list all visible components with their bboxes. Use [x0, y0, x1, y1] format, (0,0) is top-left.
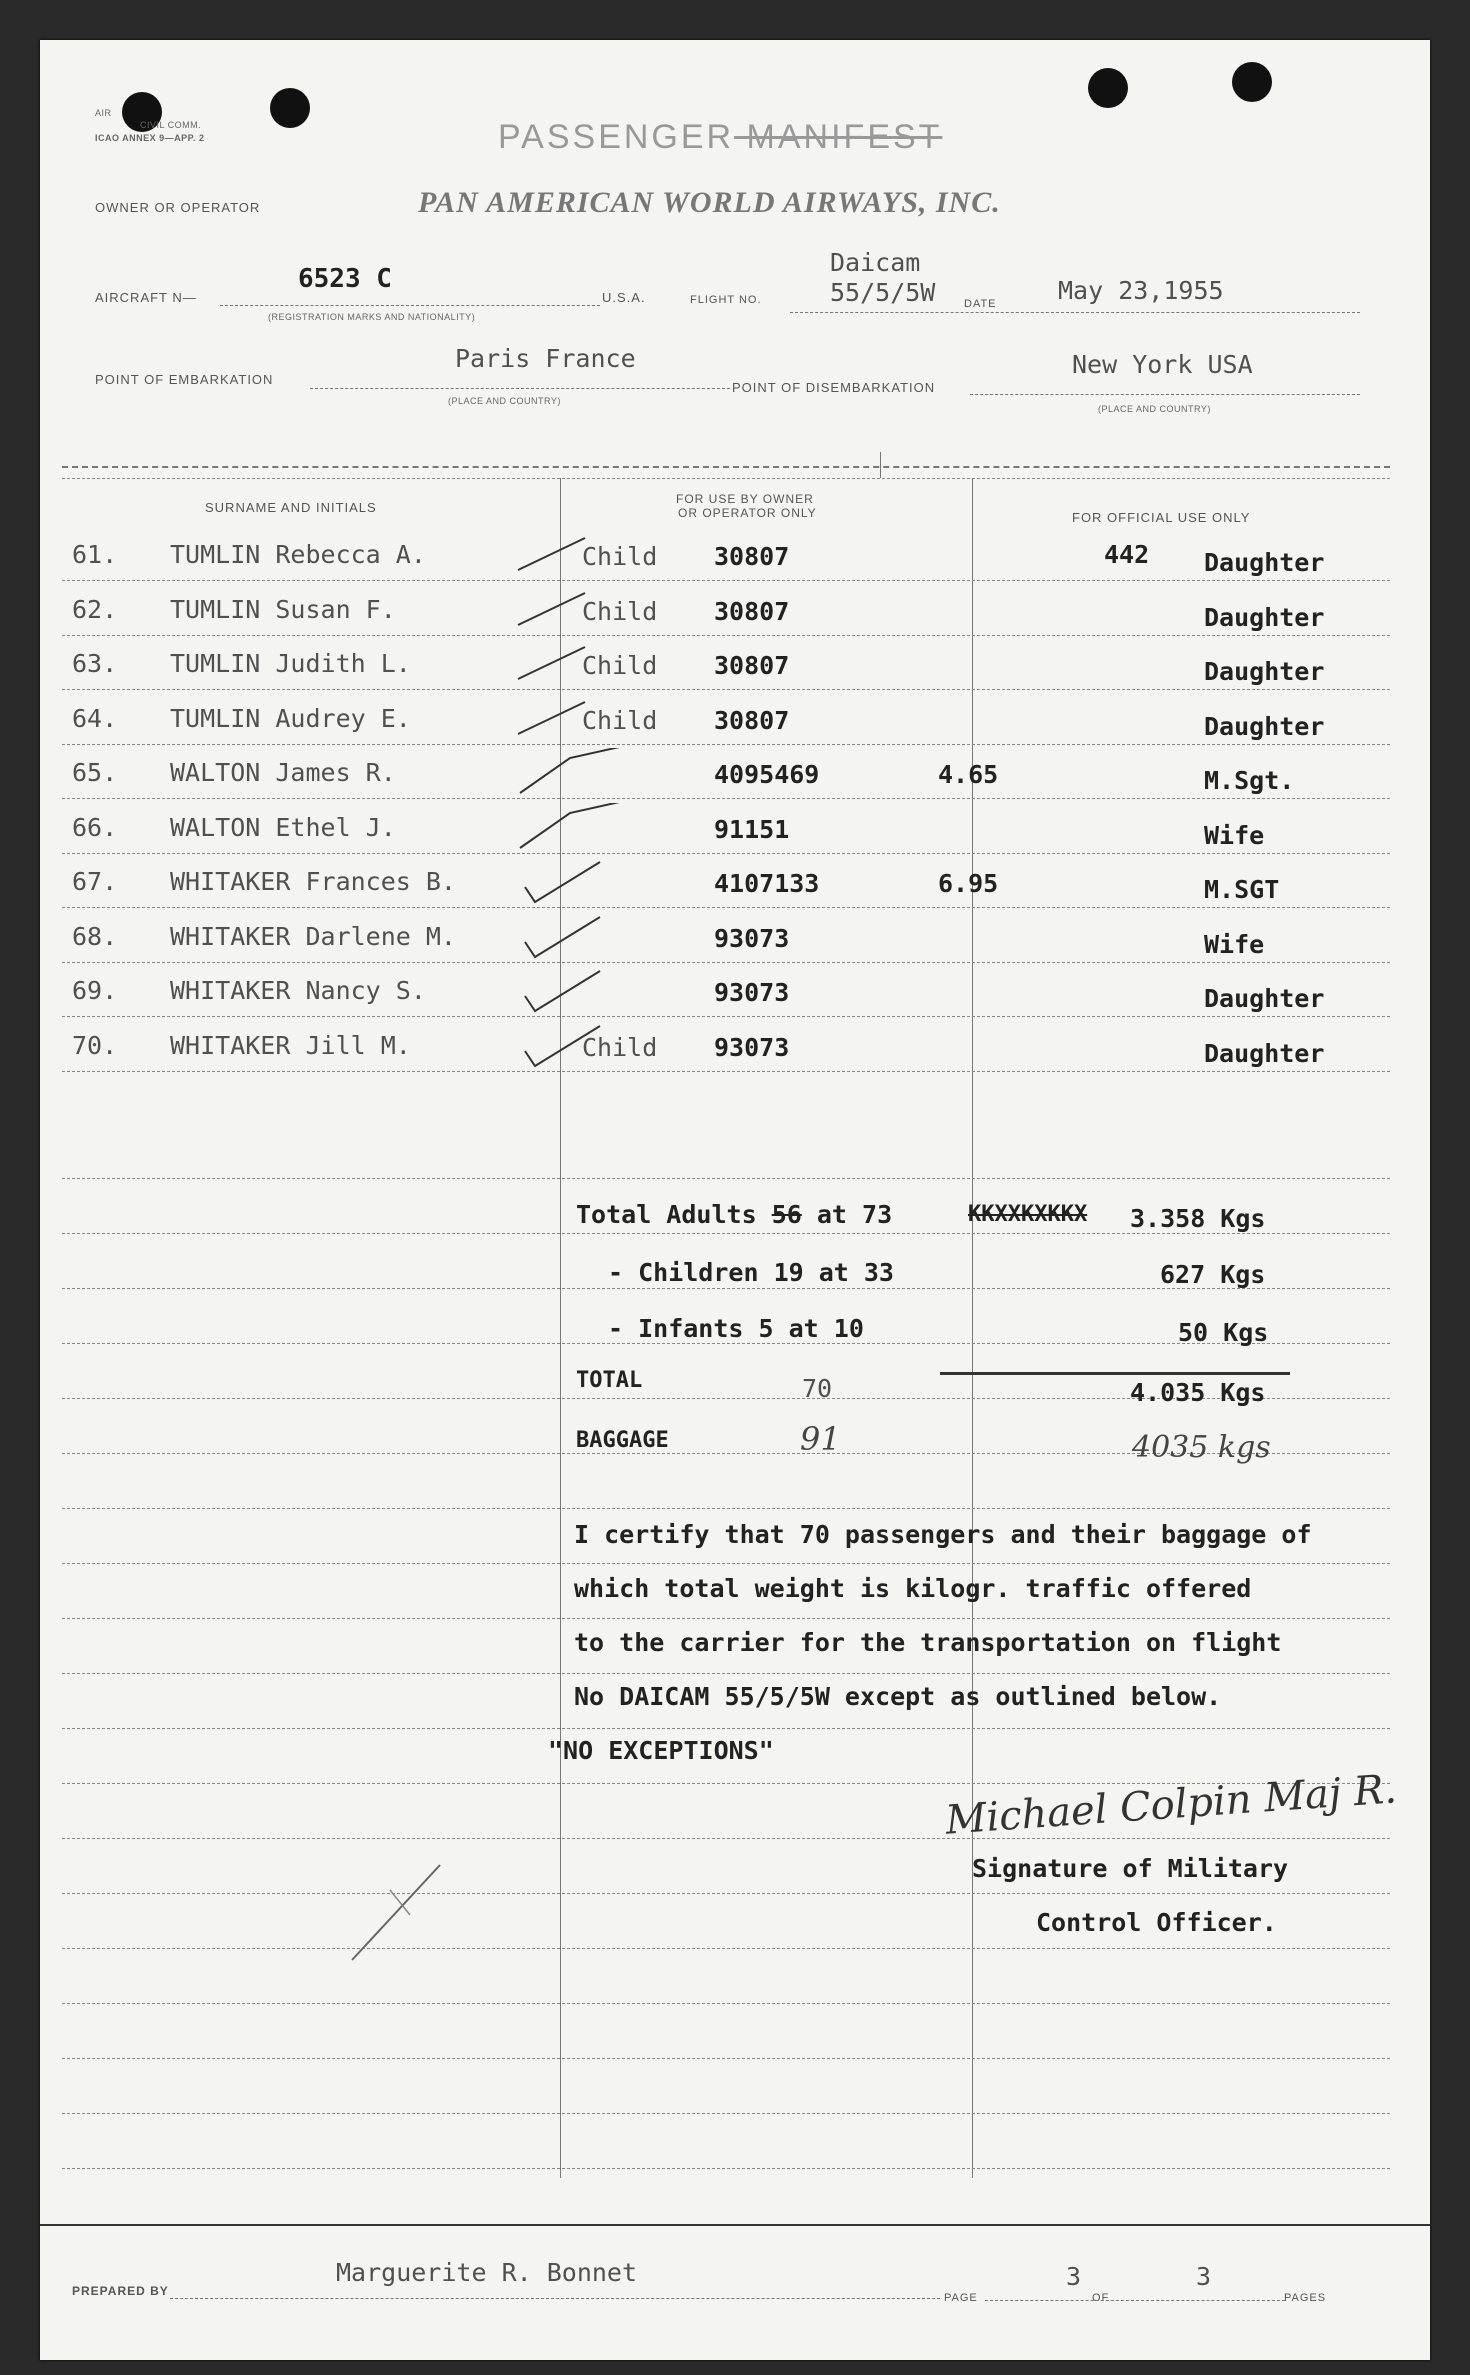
passenger-name: WHITAKER Darlene M.: [170, 921, 456, 951]
check-mark-icon: [510, 530, 630, 590]
col-header-names: SURNAME AND INITIALS: [205, 500, 377, 515]
adults-weight: 3.358 Kgs: [1130, 1204, 1266, 1233]
passenger-amount: 6.95: [938, 869, 999, 898]
embark-value: Paris France: [455, 344, 636, 373]
passenger-relation: Wife: [1204, 929, 1265, 959]
passenger-name: WHITAKER Jill M.: [170, 1030, 411, 1060]
baggage-weight: 4035 kgs: [1132, 1430, 1271, 1465]
check-mark-icon: [510, 1021, 630, 1081]
pages-label: PAGES: [1284, 2292, 1327, 2304]
passenger-name: WHITAKER Frances B.: [170, 867, 456, 896]
check-mark-icon: [510, 912, 630, 972]
passenger-number: 63.: [72, 649, 118, 678]
passenger-number: 68.: [72, 921, 118, 951]
owner-label: OWNER OR OPERATOR: [95, 200, 261, 215]
page-title: PASSENGER MANIFEST: [498, 118, 943, 156]
cert-line: to the carrier for the transportation on flight: [574, 1628, 1282, 1657]
passenger-number: 69.: [72, 976, 118, 1005]
prepared-label: PREPARED BY: [72, 2284, 169, 2298]
pages-value: 3: [1196, 2262, 1212, 2291]
place-caption: (PLACE AND COUNTRY): [448, 396, 561, 406]
disembark-value: New York USA: [1072, 350, 1253, 379]
total-count: 70: [802, 1374, 833, 1403]
passenger-name: TUMLIN Rebecca A.: [170, 540, 426, 569]
check-mark-icon: [510, 694, 630, 754]
cert-line: No DAICAM 55/5/5W except as outlined below.: [574, 1682, 1222, 1711]
col-header-owner: FOR USE BY OWNER: [676, 492, 814, 506]
passenger-number: 70.: [72, 1030, 118, 1060]
passenger-relation: Daughter: [1204, 548, 1325, 577]
passenger-relation: Daughter: [1204, 1038, 1325, 1068]
date-label: DATE: [964, 298, 997, 310]
passenger-type: Child: [582, 542, 658, 571]
of-label: OF: [1092, 2292, 1110, 2304]
cert-line: I certify that 70 passengers and their baggage of: [574, 1520, 1312, 1549]
passenger-id: 93073: [714, 978, 790, 1007]
passenger-relation: M.Sgt.: [1204, 766, 1295, 795]
registration-caption: (REGISTRATION MARKS AND NATIONALITY): [268, 312, 476, 322]
passenger-name: WALTON James R.: [170, 758, 396, 787]
usa-label: U.S.A.: [602, 290, 646, 305]
passenger-type: Child: [582, 705, 658, 735]
prepared-value: Marguerite R. Bonnet: [336, 2258, 638, 2287]
col-header-official: FOR OFFICIAL USE ONLY: [1072, 510, 1251, 525]
passenger-id: 30807: [714, 705, 790, 735]
sig-caption: Signature of Military: [972, 1854, 1289, 1883]
passenger-name: WHITAKER Nancy S.: [170, 976, 426, 1005]
baggage-label: BAGGAGE: [576, 1428, 669, 1453]
flight-value: 55/5/5W: [830, 278, 936, 307]
totals-adults: Total Adults 56 at 73: [576, 1200, 893, 1229]
children-weight: 627 Kgs: [1160, 1260, 1266, 1289]
check-mark-icon: [510, 585, 630, 645]
infants-weight: 50 Kgs: [1178, 1318, 1269, 1347]
passenger-id: 30807: [714, 542, 790, 571]
passenger-id: 93073: [714, 923, 790, 953]
passenger-relation: Daughter: [1204, 711, 1325, 741]
flight-value: Daicam: [830, 248, 921, 277]
embark-label: POINT OF EMBARKATION: [95, 372, 274, 387]
aircraft-label: AIRCRAFT N—: [95, 290, 197, 305]
check-mark-icon: [510, 639, 630, 699]
passenger-relation: Daughter: [1204, 657, 1325, 686]
owner-value: PAN AMERICAN WORLD AIRWAYS, INC.: [418, 186, 1001, 219]
place-caption: (PLACE AND COUNTRY): [1098, 404, 1211, 414]
passenger-id: 30807: [714, 596, 790, 626]
passenger-type: Child: [582, 651, 658, 680]
passenger-number: 66.: [72, 812, 118, 842]
page-label: PAGE: [944, 2292, 978, 2304]
aircraft-value: 6523 C: [298, 264, 392, 294]
totals-children: - Children 19 at 33: [608, 1258, 894, 1287]
totals-struck-text: KKXXKXKKX: [968, 1202, 1088, 1227]
passenger-relation: Daughter: [1204, 602, 1325, 632]
total-weight: 4.035 Kgs: [1130, 1378, 1266, 1407]
check-mark-icon: [510, 857, 630, 917]
passenger-number: 64.: [72, 703, 118, 733]
passenger-id: 4107133: [714, 869, 820, 898]
passenger-id: 93073: [714, 1032, 790, 1062]
form-ref: AIR: [95, 108, 112, 118]
cert-line: which total weight is kilogr. traffic offered: [574, 1574, 1252, 1603]
check-mark-icon: [510, 748, 630, 808]
check-mark-icon: [510, 803, 630, 863]
passenger-type: Child: [582, 1032, 658, 1062]
passenger-number: 61.: [72, 540, 118, 569]
officer-signature: Michael Colpin Maj R.: [943, 1766, 1399, 1844]
passenger-number: 62.: [72, 594, 118, 624]
passenger-number: 67.: [72, 867, 118, 896]
passenger-relation: Daughter: [1204, 984, 1325, 1013]
passenger-name: TUMLIN Audrey E.: [170, 703, 411, 733]
official-code: 442: [1104, 540, 1150, 569]
disembark-label: POINT OF DISEMBARKATION: [732, 380, 936, 395]
pencil-mark: [340, 1860, 450, 1970]
passenger-type: Child: [582, 596, 658, 626]
passenger-name: TUMLIN Susan F.: [170, 594, 396, 624]
passenger-relation: M.SGT: [1204, 875, 1280, 904]
page-value: 3: [1066, 2262, 1082, 2291]
punch-hole: [1232, 62, 1272, 102]
punch-hole: [1088, 68, 1128, 108]
passenger-amount: 4.65: [938, 760, 999, 789]
punch-hole: [270, 88, 310, 128]
passenger-id: 30807: [714, 651, 790, 680]
total-label: TOTAL: [576, 1368, 643, 1393]
passenger-name: WALTON Ethel J.: [170, 812, 396, 842]
passenger-name: TUMLIN Judith L.: [170, 649, 411, 678]
cert-line: "NO EXCEPTIONS": [548, 1736, 774, 1765]
form-ref: CIVIL COMM.: [140, 120, 202, 130]
passenger-relation: Wife: [1204, 820, 1265, 850]
passenger-id: 4095469: [714, 760, 820, 789]
passenger-number: 65.: [72, 758, 118, 787]
baggage-count: 91: [800, 1420, 841, 1458]
date-value: May 23,1955: [1058, 276, 1224, 305]
form-ref: ICAO ANNEX 9—APP. 2: [95, 133, 205, 143]
check-mark-icon: [510, 966, 630, 1026]
sig-caption: Control Officer.: [1036, 1908, 1277, 1937]
passenger-id: 91151: [714, 814, 790, 844]
col-header-owner: OR OPERATOR ONLY: [678, 506, 817, 520]
flight-label: FLIGHT NO.: [690, 294, 762, 306]
totals-infants: - Infants 5 at 10: [608, 1314, 864, 1343]
